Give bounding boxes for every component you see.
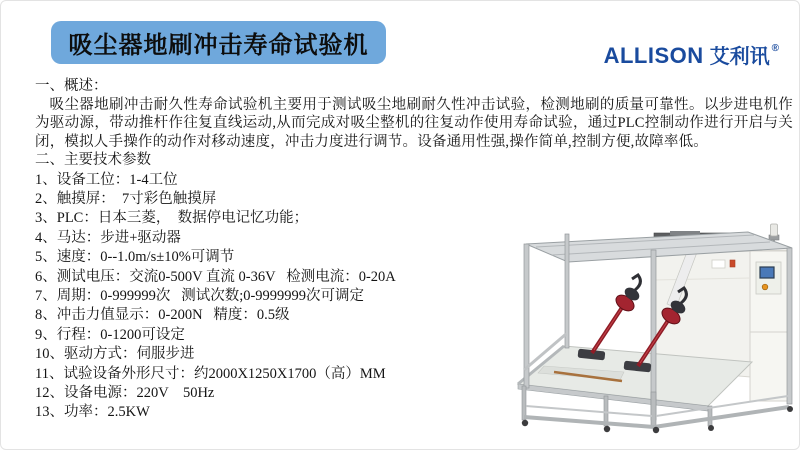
caster-wheel — [653, 427, 659, 433]
caster-wheel — [522, 420, 528, 426]
title-banner — [51, 21, 386, 64]
power-button — [762, 284, 768, 290]
spec-item: 5、速度：0--1.0m/s±10%可调节 — [35, 249, 235, 266]
page-title: 吸尘器地刷冲击寿命试验机 — [68, 33, 369, 59]
spec-item: 4、马达：步进+驱动器 — [35, 229, 181, 246]
brand-logo-zh: 艾利讯 — [709, 46, 770, 68]
registered-trademark-icon: ® — [771, 43, 779, 54]
test-machine-illustration — [504, 220, 800, 434]
caster-wheel — [604, 426, 610, 432]
caster-wheel — [708, 425, 714, 431]
overview-heading: 一、概述： — [35, 78, 108, 94]
caster-wheel — [787, 406, 793, 412]
spec-item: 8、冲击力值显示：0-200N 精度：0.5级 — [35, 307, 290, 324]
spec-item: 11、试验设备外形尺寸：约2000X1250X1700（高）MM — [35, 365, 386, 382]
product-photo — [504, 220, 800, 434]
spec-item: 2、触摸屏： 7寸彩色触摸屏 — [35, 190, 217, 207]
spec-item: 3、PLC：日本三菱， 数据停电记忆功能； — [35, 210, 309, 227]
spec-item: 7、周期：0-999999次 测试次数;0-9999999次可调定 — [35, 287, 365, 304]
spec-item: 10、驱动方式：伺服步进 — [35, 346, 195, 363]
spec-item: 9、行程：0-1200可设定 — [35, 326, 185, 343]
touchscreen — [760, 267, 774, 278]
spec-item: 13、功率：2.5KW — [35, 404, 150, 421]
brand-logo — [604, 45, 777, 70]
overview-paragraph: 吸尘器地刷冲击耐久性寿命试验机主要用于测试吸尘地刷耐久性冲击试验，检测地刷的质量可靠性。以步进电机作为驱动源，带动推杆作往复直线运动,从而完成对吸尘整机的往复动作使用寿命试验，通过PLC控制动作进行开启与关闭，模拟人手操作的动作对移动速度，冲击力度进行调节。设备通用性强,操作简单,控制方便,故障率低。 — [35, 96, 793, 150]
specs-heading: 二、主要技术参数 — [35, 152, 151, 168]
spec-item: 12、设备电源：220V 50Hz — [35, 384, 215, 401]
control-panel — [756, 262, 781, 294]
spec-item: 1、设备工位：1-4工位 — [35, 171, 178, 188]
brand-logo-en: ALLISON — [603, 43, 704, 68]
spec-item: 6、测试电压：交流0-500V 直流 0-36V 检测电流：0-20A — [35, 268, 396, 285]
